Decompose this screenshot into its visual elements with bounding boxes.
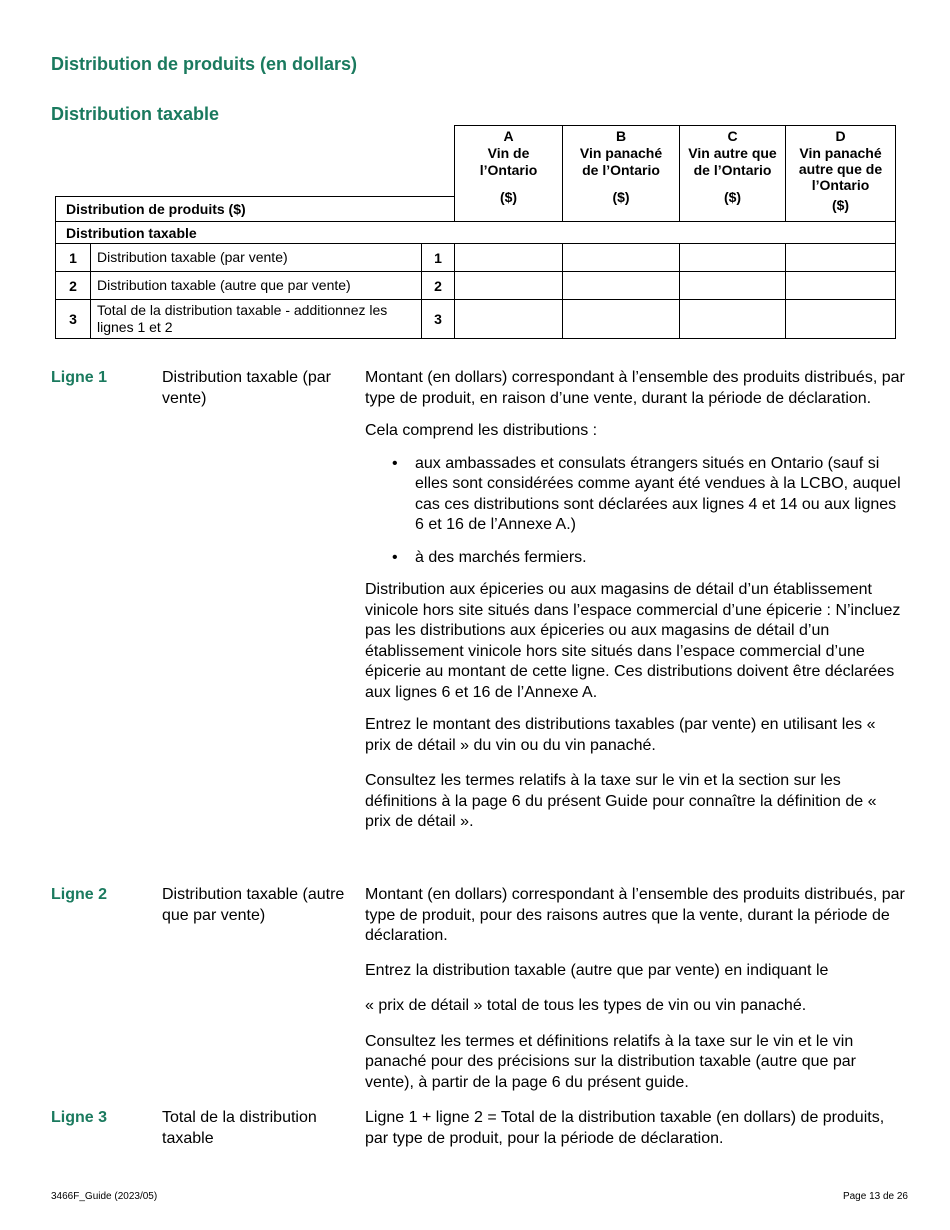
input-cell-c[interactable]	[680, 272, 786, 300]
paragraph: Entrez le montant des distributions taxables (par vente) en utilisant les « prix de détail » du vin ou du vin panaché.	[365, 716, 876, 754]
row-label: Distribution taxable (par vente)	[91, 244, 422, 272]
table-header-label: Distribution de produits ($)	[56, 197, 455, 222]
line-name: Distribution taxable (autre que par vente)	[162, 886, 345, 924]
table-blank-corner	[56, 126, 455, 197]
line-description	[365, 368, 905, 845]
distribution-table	[55, 125, 896, 339]
input-cell-d[interactable]	[786, 244, 896, 272]
paragraph: Cela comprend les distributions :	[365, 422, 598, 439]
paragraph: Entrez la distribution taxable (autre que par vente) en indiquant le	[365, 961, 829, 979]
column-header-c: C Vin autre que de l’Ontario ($)	[680, 126, 786, 222]
bullet-item: • aux ambassades et consulats étrangers situés en Ontario (sauf si elles sont considérées comme ayant été vendues à la LCBO, auquel cas ces distributions sont déclarées aux lignes 4 et 14 ou aux lignes 6 et 16 de l’Annexe A.)	[415, 454, 905, 536]
line-name: Distribution taxable (par vente)	[162, 369, 331, 407]
line-label: Ligne 2	[51, 886, 108, 903]
paragraph: Distribution aux épiceries ou aux magasins de détail d’un établissement vinicole hors site situés dans l’espace commercial d’une épicerie : N’incluez pas les distributions aux épiceries ou aux magasins de détail d’un établissement vinicole hors site situés dans l’espace commercial d’une épicerie au montant de cette ligne. Ces distributions doivent être déclarées aux lignes 6 et 16 de l’Annexe A.	[365, 581, 901, 701]
input-cell-b[interactable]	[563, 300, 680, 339]
input-cell-b[interactable]	[563, 244, 680, 272]
row-number: 2	[56, 272, 91, 300]
paragraph: Montant (en dollars) correspondant à l’ensemble des produits distribués, par type de produit, pour des raisons autres que la vente, durant la période de déclaration.	[365, 886, 905, 944]
input-cell-a[interactable]	[455, 300, 563, 339]
input-cell-d[interactable]	[786, 272, 896, 300]
input-cell-a[interactable]	[455, 244, 563, 272]
paragraph: Ligne 1 + ligne 2 = Total de la distribution taxable (en dollars) de produits, par type de produit, pour la période de déclaration.	[365, 1109, 885, 1147]
column-header-a: A Vin de l’Ontario ($)	[455, 126, 563, 222]
table-section-label: Distribution taxable	[56, 222, 896, 244]
line-description	[365, 885, 905, 1105]
column-header-d: D Vin panaché autre que de l’Ontario ($)	[786, 126, 896, 222]
page-number: Page 13 de 26	[842, 1191, 908, 1202]
paragraph: « prix de détail » total de tous les types de vin ou vin panaché.	[365, 997, 807, 1014]
input-cell-d[interactable]	[786, 300, 896, 339]
table-row	[56, 244, 896, 272]
line-name: Total de la distribution taxable	[162, 1109, 317, 1147]
input-cell-b[interactable]	[563, 272, 680, 300]
row-label: Distribution taxable (autre que par vente)	[91, 272, 422, 300]
table-row	[56, 300, 896, 339]
line-number: 3	[422, 300, 455, 339]
page-title: Distribution de produits (en dollars)	[51, 54, 357, 74]
bullet-list	[365, 454, 905, 569]
section-title: Distribution taxable	[51, 104, 220, 124]
input-cell-c[interactable]	[680, 244, 786, 272]
row-number: 1	[56, 244, 91, 272]
input-cell-c[interactable]	[680, 300, 786, 339]
line-description	[365, 1108, 905, 1161]
paragraph: Montant (en dollars) correspondant à l’ensemble des produits distribués, par type de produit, en raison d’une vente, durant la période de déclaration.	[365, 369, 905, 407]
input-cell-a[interactable]	[455, 272, 563, 300]
line-number: 2	[422, 272, 455, 300]
line-label: Ligne 3	[51, 1109, 108, 1126]
row-label: Total de la distribution taxable - additionnez les lignes 1 et 2	[91, 300, 422, 339]
row-number: 3	[56, 300, 91, 339]
table-row	[56, 272, 896, 300]
line-number: 1	[422, 244, 455, 272]
paragraph: Consultez les termes et définitions relatifs à la taxe sur le vin et le vin panaché pour des précisions sur la distribution taxable (autre que par vente), à partir de la page 6 du présent guide.	[365, 1032, 856, 1091]
bullet-item: • à des marchés fermiers.	[415, 548, 905, 569]
line-label: Ligne 1	[51, 369, 108, 386]
paragraph: Consultez les termes relatifs à la taxe sur le vin et la section sur les définitions à la page 6 du présent Guide pour connaître la définition de « prix de détail ».	[365, 772, 877, 830]
column-header-b: B Vin panaché de l’Ontario ($)	[563, 126, 680, 222]
form-id: 3466F_Guide (2023/05)	[51, 1191, 158, 1202]
